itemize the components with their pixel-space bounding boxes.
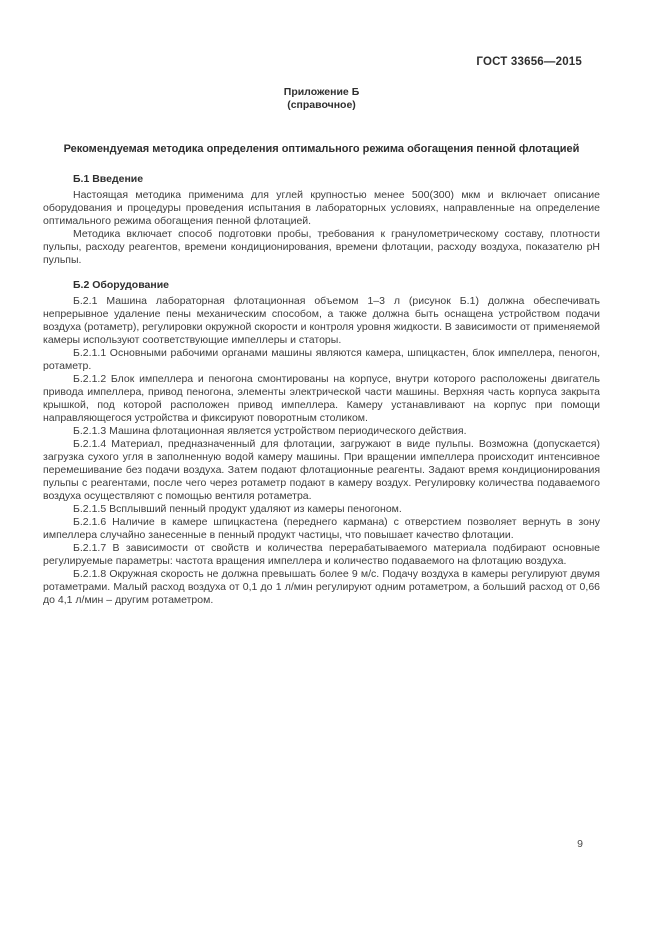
paragraph: Б.2.1.6 Наличие в камере шпицкастена (переднего кармана) с отверстием позволяет вернуть в зону импеллера случайно занесенные в пенный продукт частицы, что повышает качество флотации. — [43, 516, 600, 541]
paragraph: Б.2.1.2 Блок импеллера и пеногона смонтированы на корпусе, внутри которого расположены двигатель привода импеллера, привод пеногона, элементы электрической части машины. Верхняя часть корпуса закрыта крышкой, под которой расположен привод импеллера. Камеру устанавливают на корпус при помощи направляющегося устройства и фиксируют поворотным столиком. — [43, 373, 600, 424]
paragraph: Настоящая методика применима для углей крупностью менее 500(300) мкм и включает описание оборудования и процедуры проведения испытания в лабораторных условиях, направленные на определение оптимального режима обогащения пенной флотацией. — [43, 189, 600, 227]
appendix-kind: (справочное) — [287, 99, 356, 111]
paragraph: Б.2.1.4 Материал, предназначенный для флотации, загружают в виде пульпы. Возможна (допускается) загрузка сухого угля в заполненную водой камеру машины. При вращении импеллера происходит интенсивное перемешивание без подачи воздуха. Затем подают флотационные реагенты. Задают время кондиционирования пульпы с реагентами, после чего через ротаметр подают в камеру воздух. Регулировку количества подаваемого воздуха осуществляют с помощью вентиля ротаметра. — [43, 438, 600, 502]
gost-header-ref: ГОСТ 33656—2015 — [476, 56, 582, 68]
section-heading-b2: Б.2 Оборудование — [73, 279, 170, 291]
paragraph: Б.2.1.3 Машина флотационная является устройством периодического действия. — [73, 425, 467, 437]
paragraph: Б.2.1.1 Основными рабочими органами машины являются камера, шпицкастен, блок импеллера, пеногон, ротаметр. — [43, 347, 600, 372]
document-title: Рекомендуемая методика определения оптимального режима обогащения пенной флотацией — [63, 143, 580, 155]
paragraph: Б.2.1.8 Окружная скорость не должна превышать более 9 м/с. Подачу воздуха в камеры регулируют двумя ротаметрами. Малый расход воздуха от 0,1 до 1 л/мин регулируют одним ротаметром, а больший расход от 0,66 до 4,1 л/мин – другим ротаметром. — [43, 568, 600, 606]
appendix-block — [43, 86, 600, 112]
appendix-label: Приложение Б — [283, 86, 360, 98]
paragraph: Б.2.1.5 Всплывший пенный продукт удаляют из камеры пеногоном. — [73, 503, 402, 515]
page-number: 9 — [577, 838, 583, 850]
paragraph: Методика включает способ подготовки пробы, требования к гранулометрическому составу, плотности пульпы, расходу реагентов, времени кондиционирования, времени флотации, расходу воздуха, показателю pH пульпы. — [43, 228, 600, 266]
paragraph: Б.2.1.7 В зависимости от свойств и количества перерабатываемого материала подбирают основные регулируемые параметры: частота вращения импеллера и количество подаваемого на флотацию воздуха. — [43, 542, 600, 567]
section-heading-b1: Б.1 Введение — [73, 173, 144, 185]
paragraph: Б.2.1 Машина лабораторная флотационная объемом 1–3 л (рисунок Б.1) должна обеспечивать непрерывное удаление пены механическим способом, а также должна быть оснащена устройством подачи воздуха (ротаметр), регулировки окружной скорости и контроля уровня жидкости. В зависимости от применяемой камеры используют соответствующие импеллеры и статоры. — [43, 295, 600, 346]
